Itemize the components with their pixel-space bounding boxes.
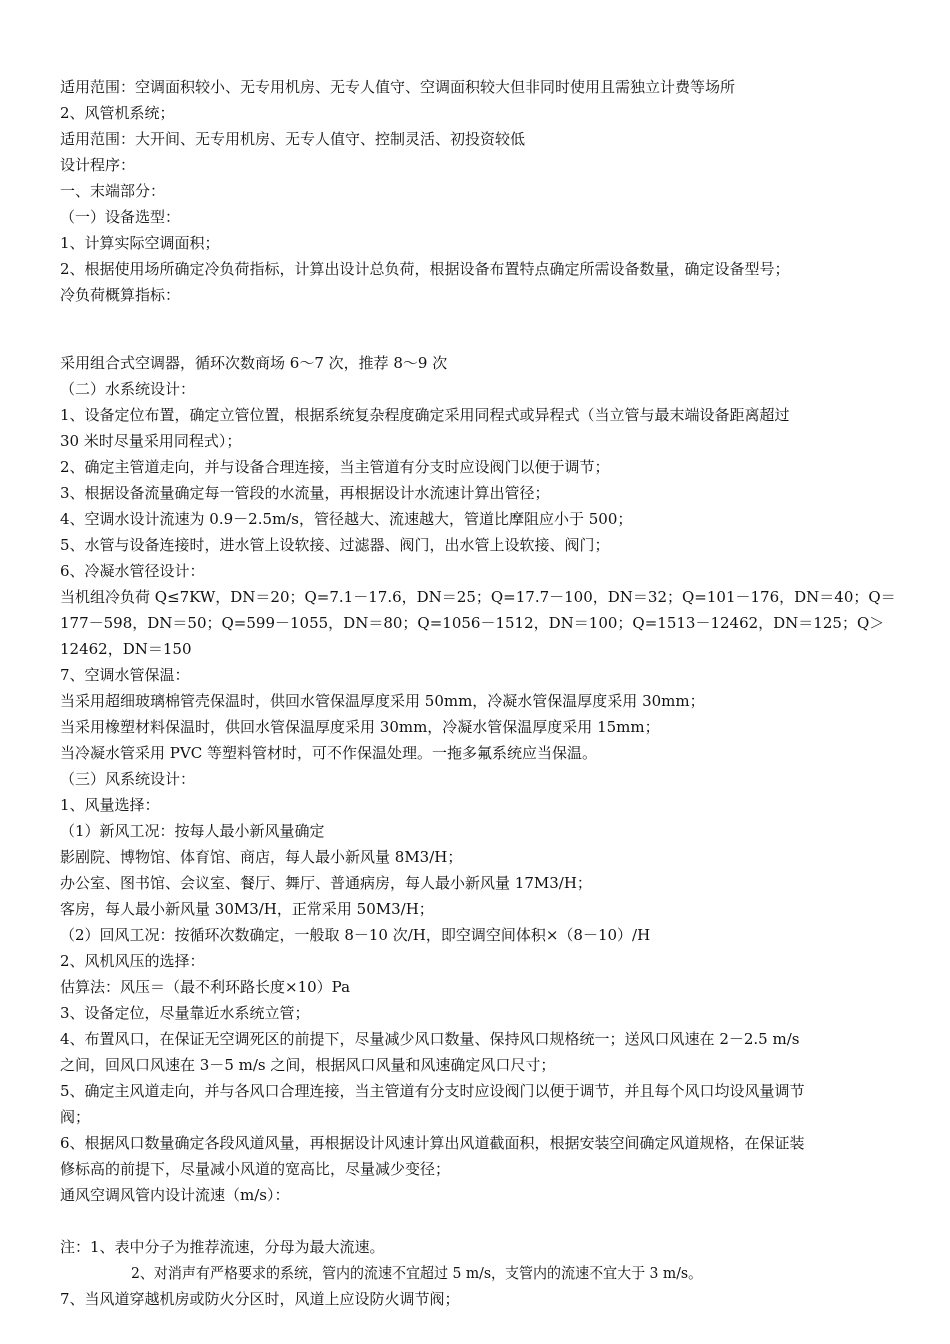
text-line: （1）新风工况：按每人最小新风量确定	[60, 822, 325, 840]
text-line: 采用组合式空调器，循环次数商场 6～7 次，推荐 8～9 次	[60, 354, 448, 372]
text-line: 一、末端部分：	[60, 182, 166, 200]
text-line: 7、当风道穿越机房或防火分区时，风道上应设防火调节阀；	[60, 1290, 460, 1308]
text-line: 冷负荷概算指标：	[60, 286, 181, 304]
text-line: 4、空调水设计流速为 0.9－2.5m/s，管径越大、流速越大，管道比摩阻应小于 500；	[60, 510, 633, 528]
text-line: 客房，每人最小新风量 30M3/H，正常采用 50M3/H；	[60, 900, 434, 918]
text-line: 当采用橡塑材料保温时，供回水管保温厚度采用 30mm，冷凝水管保温厚度采用 15mm；	[60, 718, 660, 736]
text-line: 1、计算实际空调面积；	[60, 234, 220, 252]
text-line: 30 米时尽量采用同程式）；	[60, 432, 242, 450]
text-line: 2、风管机系统；	[60, 104, 175, 122]
text-line: 7、空调水管保温：	[60, 666, 190, 684]
text-line: （一）设备选型：	[60, 208, 181, 226]
text-line: 估算法：风压＝（最不利环路长度×10）Pa	[60, 978, 351, 996]
text-line: 3、设备定位，尽量靠近水系统立管；	[60, 1004, 310, 1022]
text-line: 3、根据设备流量确定每一管段的水流量，再根据设计水流速计算出管径；	[60, 484, 550, 502]
text-line: 2、根据使用场所确定冷负荷指标，计算出设计总负荷，根据设备布置特点确定所需设备数量，确定设备型号；	[60, 260, 790, 278]
text-line: 1、风量选择：	[60, 796, 160, 814]
text-line: 影剧院、博物馆、体育馆、商店，每人最小新风量 8M3/H；	[60, 848, 463, 866]
text-line: 当采用超细玻璃棉管壳保温时，供回水管保温厚度采用 50mm，冷凝水管保温厚度采用 30mm；	[60, 692, 705, 710]
text-line: 当冷凝水管采用 PVC 等塑料管材时，可不作保温处理。一拖多氟系统应当保温。	[60, 744, 597, 762]
text-line: 修标高的前提下，尽量减小风道的宽高比，尽量减少变径；	[60, 1160, 451, 1178]
text-line: 当机组冷负荷 Q≤7KW，DN＝20；Q=7.1－17.6，DN＝25；Q=17.7－100，DN＝32；Q=101－176，DN＝40；Q＝	[60, 588, 896, 606]
text-line: 设计程序：	[60, 156, 136, 174]
text-line: 2、对消声有严格要求的系统，管内的流速不宜超过 5 m/s，支管内的流速不宜大于 3 m/s。	[131, 1264, 703, 1282]
text-line: 适用范围：大开间、无专用机房、无专人值守、控制灵活、初投资较低	[60, 130, 526, 148]
text-line: 177－598，DN＝50；Q=599－1055，DN＝80；Q=1056－1512，DN＝100；Q=1513－12462，DN＝125；Q＞	[60, 614, 885, 632]
text-line: （2）回风工况：按循环次数确定，一般取 8－10 次/H，即空调空间体积×（8－10）/H	[60, 926, 651, 944]
text-line: （三）风系统设计：	[60, 770, 196, 788]
text-line: 4、布置风口，在保证无空调死区的前提下，尽量减少风口数量、保持风口规格统一；送风口风速在 2－2.5 m/s	[60, 1030, 800, 1048]
text-line: 2、确定主管道走向，并与设备合理连接，当主管道有分支时应设阀门以便于调节；	[60, 458, 610, 476]
text-line: 6、冷凝水管径设计：	[60, 562, 205, 580]
text-line: 适用范围：空调面积较小、无专用机房、无专人值守、空调面积较大但非同时使用且需独立计费等场所	[60, 78, 736, 96]
text-line: 办公室、图书馆、会议室、餐厅、舞厅、普通病房，每人最小新风量 17M3/H；	[60, 874, 592, 892]
text-line: 5、确定主风道走向，并与各风口合理连接，当主管道有分支时应设阀门以便于调节，并且每个风口均设风量调节	[60, 1082, 805, 1100]
text-line: 1、设备定位布置，确定立管位置，根据系统复杂程度确定采用同程式或异程式（当立管与最末端设备距离超过	[60, 406, 790, 424]
text-line: 阀；	[60, 1108, 91, 1126]
text-line: 2、风机风压的选择：	[60, 952, 205, 970]
text-line: 之间，回风口风速在 3－5 m/s 之间，根据风口风量和风速确定风口尺寸；	[60, 1056, 556, 1074]
text-line: 注：1、表中分子为推荐流速，分母为最大流速。	[60, 1238, 385, 1256]
text-line: （二）水系统设计：	[60, 380, 196, 398]
text-line: 12462，DN＝150	[60, 640, 192, 658]
text-line: 通风空调风管内设计流速（m/s）：	[60, 1186, 290, 1204]
text-line: 6、根据风口数量确定各段风道风量，再根据设计风速计算出风道截面积，根据安装空间确定风道规格，在保证装	[60, 1134, 805, 1152]
text-line: 5、水管与设备连接时，进水管上设软接、过滤器、阀门，出水管上设软接、阀门；	[60, 536, 610, 554]
